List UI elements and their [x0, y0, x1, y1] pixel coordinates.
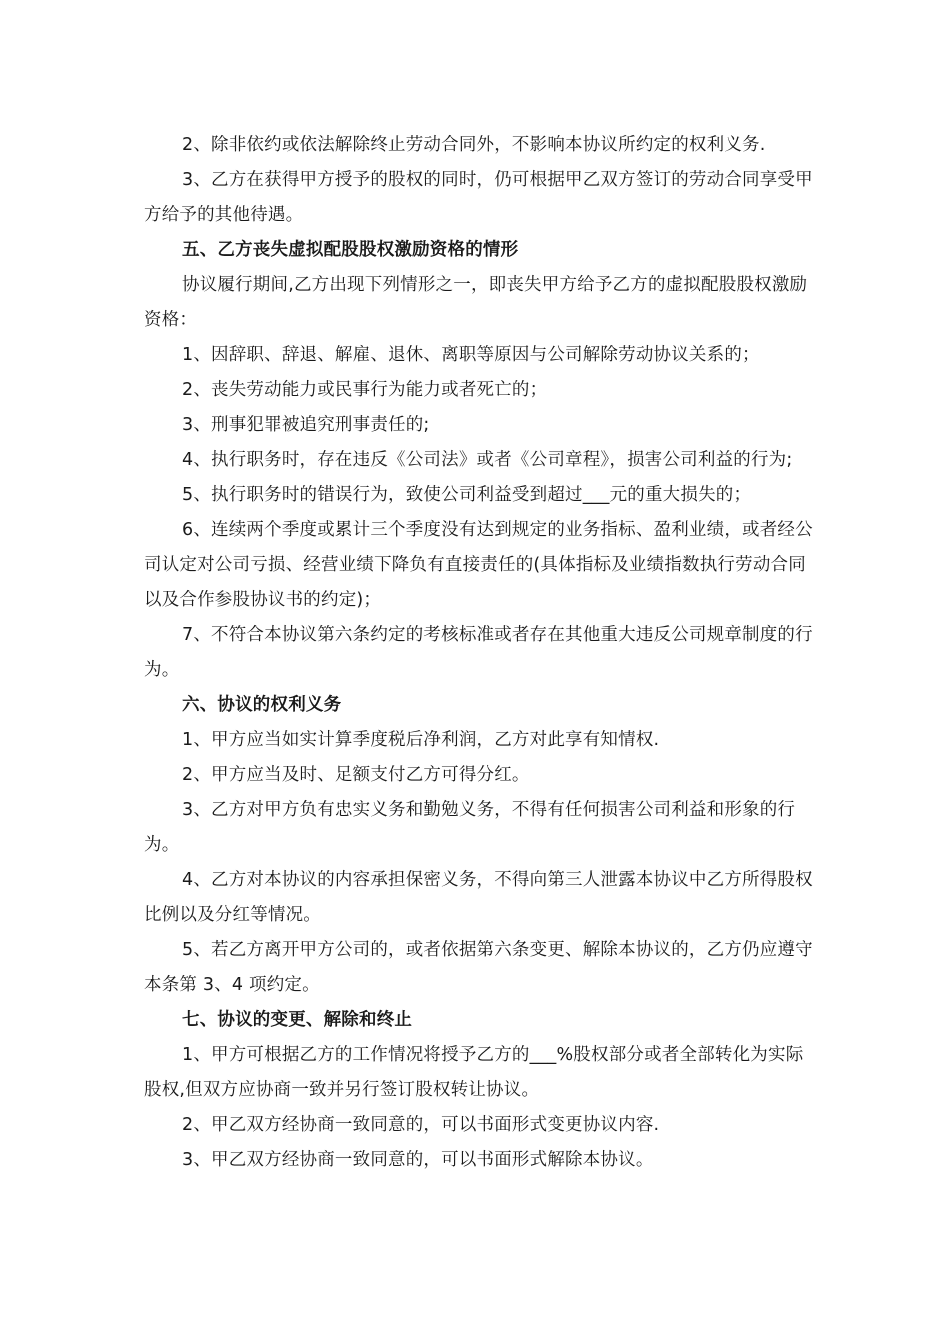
section-6-item-2: 2、甲方应当及时、足额支付乙方可得分红。 [182, 765, 530, 785]
section-5-intro: 协议履行期间,乙方出现下列情形之一，即丧失甲方给予乙方的虚拟配股股权激励资格： [144, 275, 808, 330]
section-6-item-1: 1、甲方应当如实计算季度税后净利润，乙方对此享有知情权. [182, 730, 660, 750]
section-6-item-3: 3、乙方对甲方负有忠实义务和勤勉义务，不得有任何损害公司利益和形象的行为。 [144, 800, 796, 855]
clause-4-item-3: 3、乙方在获得甲方授予的股权的同时，仍可根据甲乙双方签订的劳动合同享受甲方给予的其他待遇。 [144, 170, 813, 225]
section-5-item-7: 7、不符合本协议第六条约定的考核标准或者存在其他重大违反公司规章制度的行为。 [144, 625, 813, 680]
section-5-item-2: 2、丧失劳动能力或民事行为能力或者死亡的； [182, 380, 548, 400]
section-6-item-5: 5、若乙方离开甲方公司的，或者依据第六条变更、解除本协议的，乙方仍应遵守本条第 3、4 项约定。 [144, 940, 813, 995]
section-5-item-4: 4、执行职务时，存在违反《公司法》或者《公司章程》，损害公司利益的行为; [182, 450, 793, 470]
section-7-heading: 七、协议的变更、解除和终止 [182, 1010, 413, 1030]
section-5-item-6: 6、连续两个季度或累计三个季度没有达到规定的业务指标、盈利业绩，或者经公司认定对公司亏损、经营业绩下降负有直接责任的(具体指标及业绩指数执行劳动合同以及合作参股协议书的约定)； [144, 520, 813, 610]
section-5-item-1: 1、因辞职、辞退、解雇、退休、离职等原因与公司解除劳动协议关系的； [182, 345, 760, 365]
section-5-item-5: 5、执行职务时的错误行为，致使公司利益受到超过___元的重大损失的； [182, 485, 752, 505]
section-6-heading: 六、协议的权利义务 [182, 695, 342, 715]
section-7-item-1: 1、甲方可根据乙方的工作情况将授予乙方的___%股权部分或者全部转化为实际股权,但双方应协商一致并另行签订股权转让协议。 [144, 1045, 804, 1100]
section-5-item-3: 3、刑事犯罪被追究刑事责任的; [182, 415, 430, 435]
section-5-heading: 五、乙方丧失虚拟配股股权激励资格的情形 [182, 240, 519, 260]
section-6-item-4: 4、乙方对本协议的内容承担保密义务，不得向第三人泄露本协议中乙方所得股权比例以及分红等情况。 [144, 870, 813, 925]
section-7-item-2: 2、甲乙双方经协商一致同意的，可以书面形式变更协议内容. [182, 1115, 660, 1135]
document-body [144, 128, 816, 1178]
clause-4-item-2: 2、除非依约或依法解除终止劳动合同外，不影响本协议所约定的权利义务. [182, 135, 766, 155]
section-7-item-3: 3、甲乙双方经协商一致同意的，可以书面形式解除本协议。 [182, 1150, 654, 1170]
